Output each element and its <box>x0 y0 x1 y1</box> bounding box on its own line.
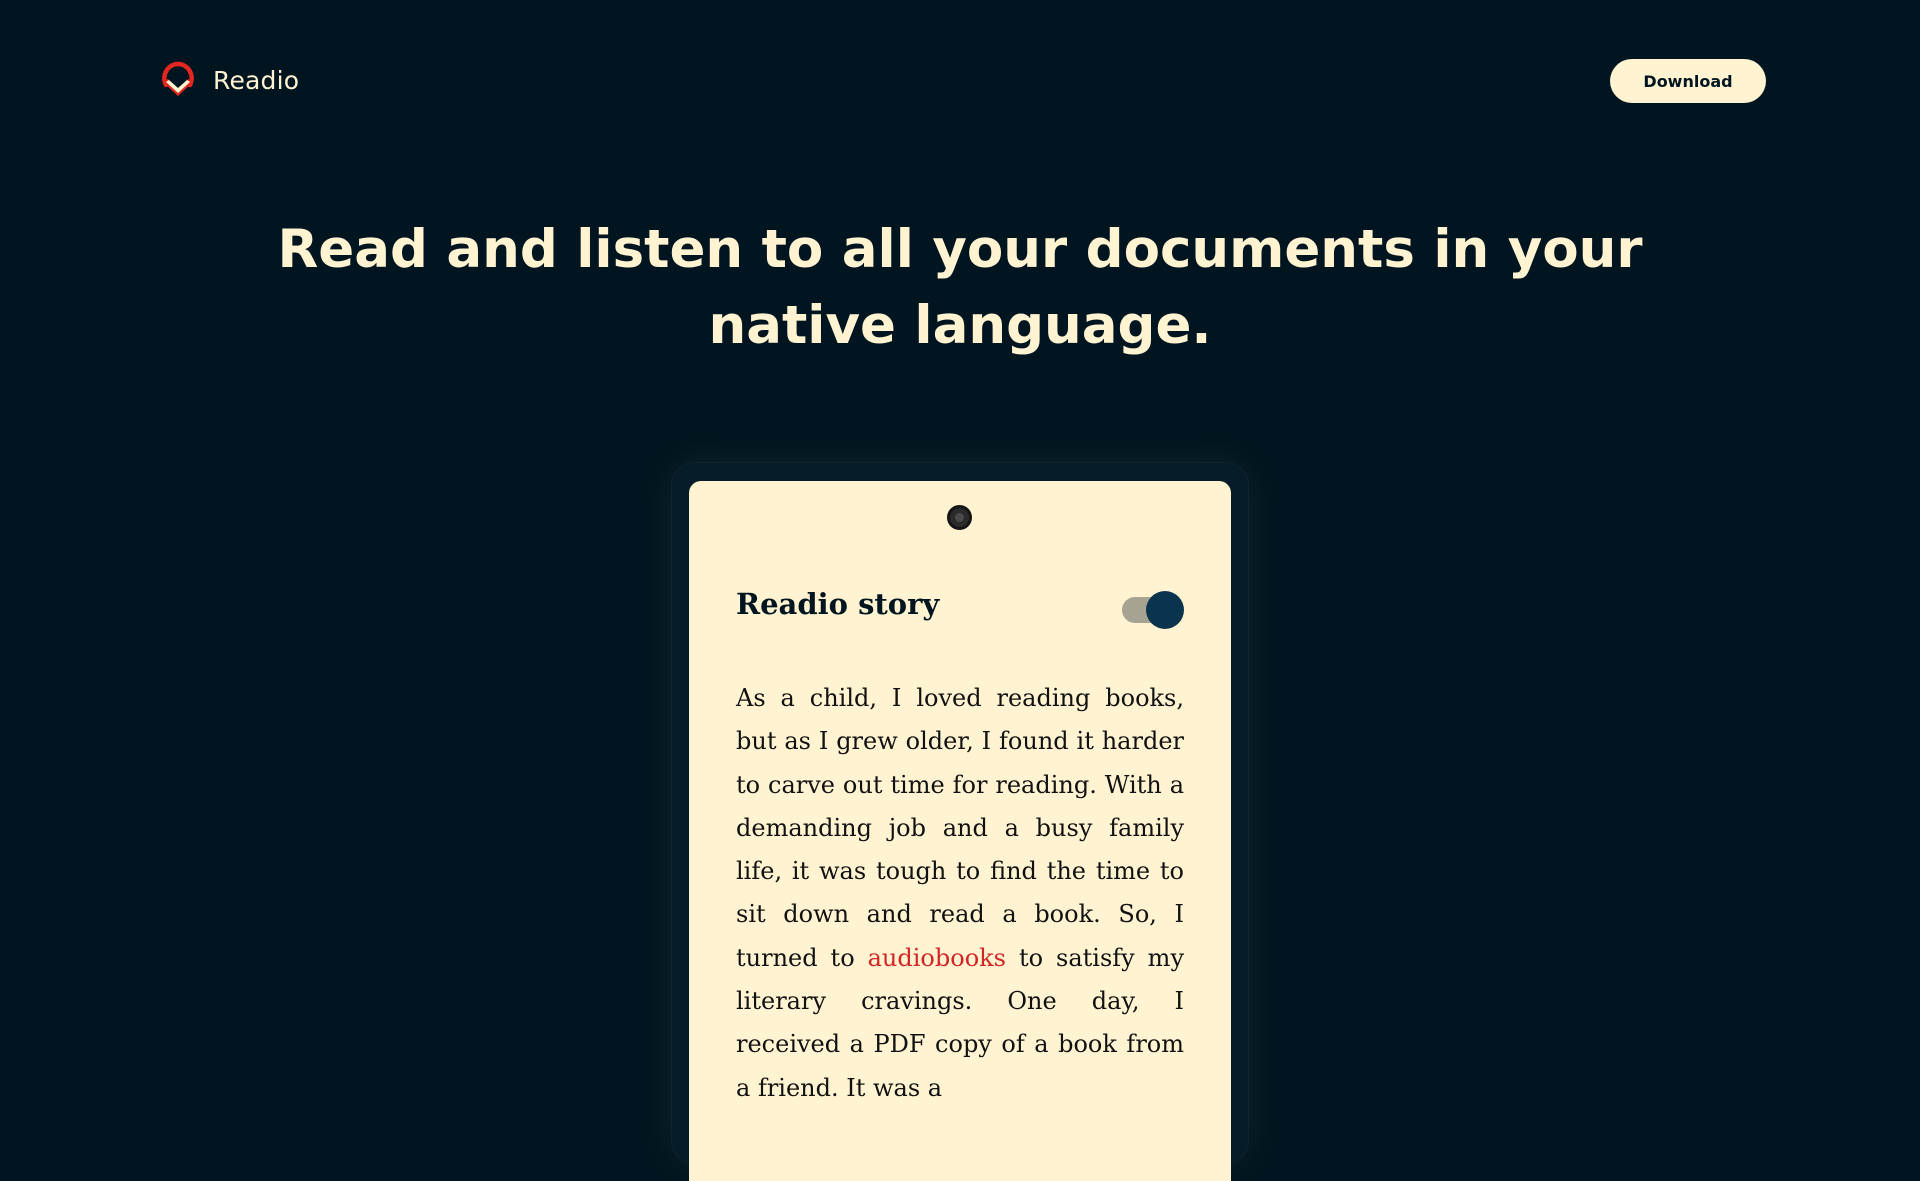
download-button[interactable]: Download <box>1610 59 1766 103</box>
story-title: Readio story <box>736 587 940 621</box>
brand-name: Readio <box>213 65 300 95</box>
story-text-before: As a child, I loved reading books, but as I grew older, I found it harder to carve out time for reading. With a demanding job and a busy family life, it was tough to find the time to sit down and read a book. So, I turned to <box>736 684 1184 972</box>
story-text-after: to satisfy my literary cravings. One day, I received a PDF copy of a book from a friend. It was a <box>736 943 1185 1102</box>
toggle-knob <box>1146 591 1184 629</box>
audiobooks-link[interactable]: audiobooks <box>867 943 1006 972</box>
phone-screen <box>689 481 1231 1181</box>
hero-title: Read and listen to all your documents in your native language. <box>277 219 1643 356</box>
story-body <box>736 677 1184 1110</box>
audio-toggle[interactable] <box>1122 591 1184 629</box>
brand-home-link[interactable] <box>160 60 299 100</box>
camera-icon <box>947 505 972 530</box>
readio-logo-icon <box>160 60 196 100</box>
site-header <box>0 0 1920 160</box>
phone-mockup <box>672 463 1248 1163</box>
